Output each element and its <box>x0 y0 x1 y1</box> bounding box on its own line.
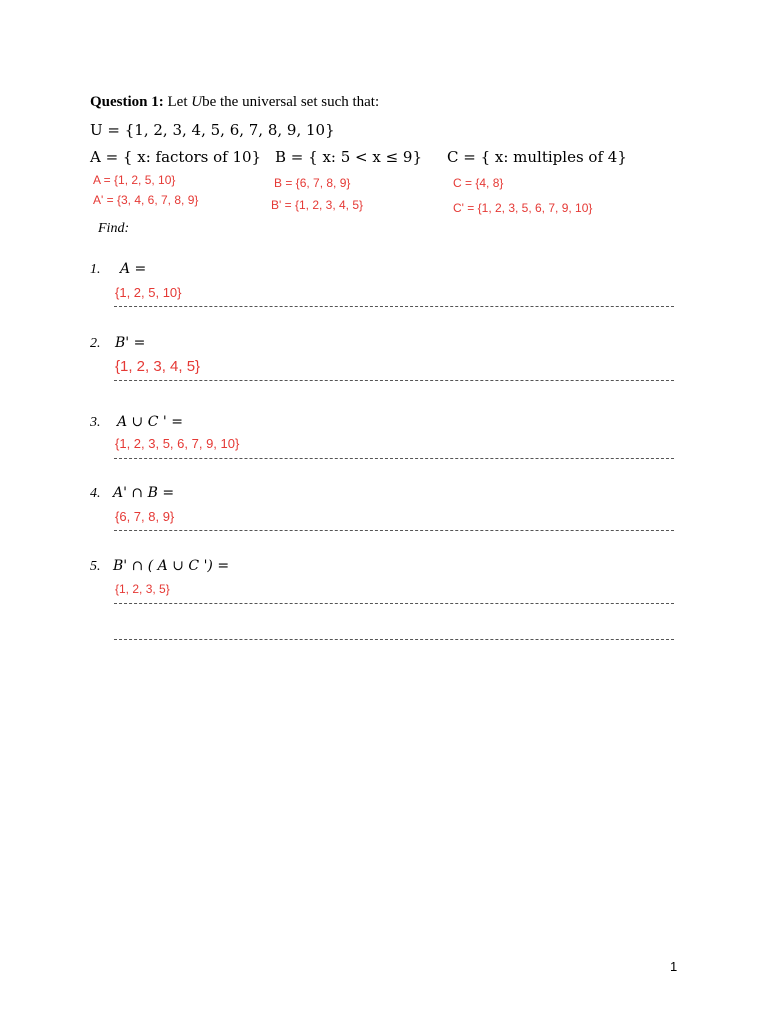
question-number: 3. <box>90 415 101 430</box>
set-a-answer: A = {1, 2, 5, 10} <box>93 173 176 187</box>
question-heading <box>90 94 379 111</box>
set-b-complement-answer: B' = {1, 2, 3, 4, 5} <box>271 198 364 212</box>
question-number: 5. <box>90 559 101 574</box>
set-a-complement-answer: A' = {3, 4, 6, 7, 8, 9} <box>93 193 199 207</box>
universal-set-definition: U = {1, 2, 3, 4, 5, 6, 7, 8, 9, 10} <box>90 121 335 139</box>
answer-line <box>114 530 674 531</box>
set-c-answer: C = {4, 8} <box>453 176 504 190</box>
question-answer: {6, 7, 8, 9} <box>115 509 175 524</box>
answer-line <box>114 458 674 459</box>
question-label: Question 1: <box>90 94 164 110</box>
question-number: 2. <box>90 336 101 351</box>
intro-var: U <box>191 94 203 110</box>
question-answer: {1, 2, 5, 10} <box>115 285 182 300</box>
answer-line <box>114 306 674 307</box>
intro-text-b: be the universal set such that: <box>202 94 380 110</box>
question-answer: {1, 2, 3, 4, 5} <box>115 358 201 375</box>
page-number: 1 <box>670 959 678 974</box>
set-a-definition: A = { x: factors of 10} <box>90 148 262 166</box>
question-number: 1. <box>90 262 101 277</box>
question-expression: A' ∩ B = <box>113 485 175 501</box>
find-label: Find: <box>98 221 130 236</box>
question-number: 4. <box>90 486 101 501</box>
question-expression: B' ∩ ( A ∪ C ') = <box>113 558 230 574</box>
set-b-answer: B = {6, 7, 8, 9} <box>274 176 351 190</box>
intro-text-a: Let <box>167 94 188 110</box>
question-expression: B' = <box>115 335 146 351</box>
set-b-definition: B = { x: 5 < x ≤ 9} <box>275 148 423 166</box>
question-answer: {1, 2, 3, 5, 6, 7, 9, 10} <box>115 436 240 451</box>
question-expression: A = <box>120 261 147 277</box>
set-c-definition: C = { x: multiples of 4} <box>447 148 627 166</box>
answer-line <box>114 380 674 381</box>
answer-line <box>114 639 674 640</box>
question-expression: A ∪ C ' = <box>117 414 183 430</box>
answer-line <box>114 603 674 604</box>
set-c-complement-answer: C' = {1, 2, 3, 5, 6, 7, 9, 10} <box>453 201 593 215</box>
question-answer: {1, 2, 3, 5} <box>115 582 170 596</box>
